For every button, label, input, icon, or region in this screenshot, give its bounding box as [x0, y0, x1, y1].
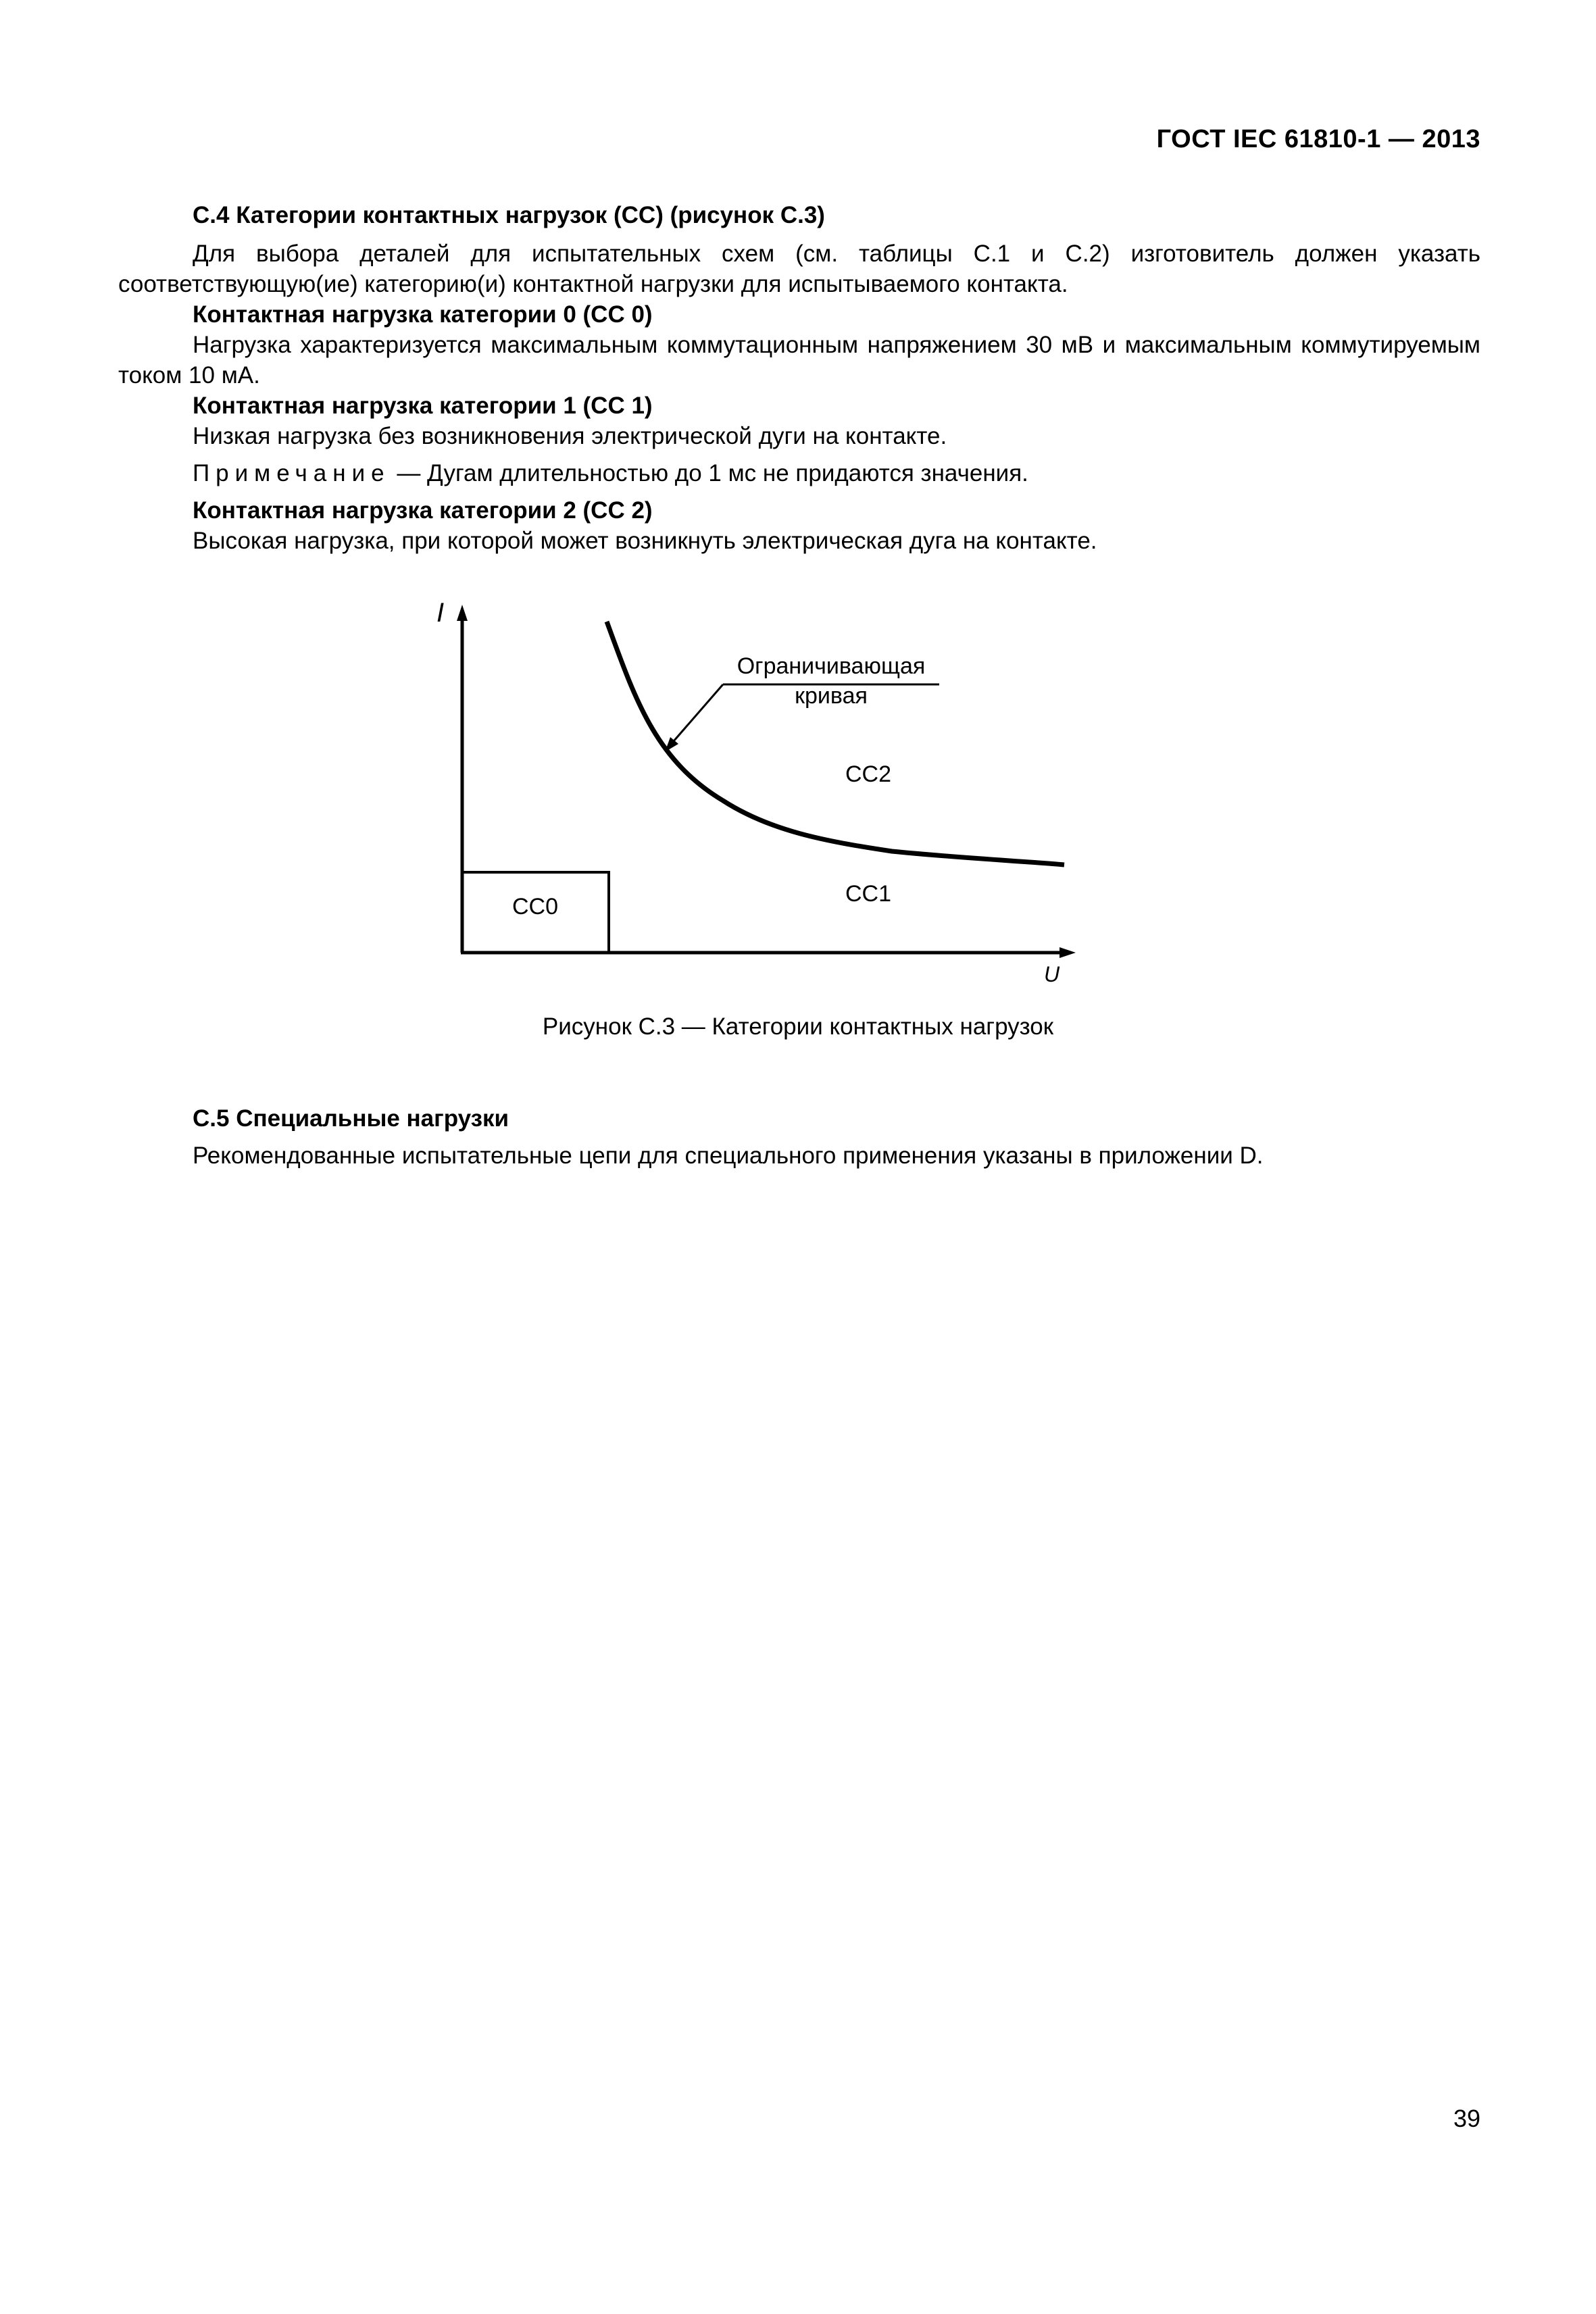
cc2-heading: Контактная нагрузка категории 2 (СС 2)	[193, 497, 653, 524]
note-label: Примечание	[193, 460, 391, 486]
cc1-heading: Контактная нагрузка категории 1 (СС 1)	[193, 393, 653, 419]
cc0-region-label: СС0	[512, 894, 559, 920]
cc1-region-label: СС1	[845, 881, 892, 907]
section-c5	[118, 1103, 1480, 1171]
figure-c3-diagram	[419, 598, 1095, 990]
cc2-text: Высокая нагрузка, при которой может возникнуть электрическая дуга на контакте.	[193, 528, 1097, 554]
x-axis-arrow	[1059, 947, 1076, 958]
page-number: 39	[1453, 2105, 1480, 2132]
y-axis-arrow	[457, 605, 468, 621]
figure-c3	[419, 598, 1095, 990]
section-c4-heading: C.4 Категории контактных нагрузок (СС) (рисунок С.3)	[193, 202, 825, 228]
x-axis-label: U	[1044, 962, 1060, 986]
cc1-text: Низкая нагрузка без возникновения электрической дуги на контакте.	[193, 423, 947, 449]
note-text: — Дугам длительностью до 1 мс не придаются значения.	[390, 460, 1028, 486]
curve-label-line2: кривая	[795, 683, 868, 709]
y-axis-label: I	[437, 598, 445, 628]
cc0-heading: Контактная нагрузка категории 0 (СС 0)	[193, 301, 653, 328]
cc2-region-label: СС2	[845, 761, 892, 787]
section-c4-intro: Для выбора деталей для испытательных схем (см. таблицы С.1 и С.2) изготовитель должен указать соответствующую(ие) категорию(и) контактной нагрузки для испытываемого контакта.	[118, 241, 1480, 297]
note	[118, 458, 1480, 488]
curve-pointer-line	[669, 684, 723, 747]
section-c4	[118, 200, 1480, 556]
document-id: ГОСТ IEC 61810-1 — 2013	[1156, 125, 1480, 153]
figure-caption: Рисунок С.3 — Категории контактных нагрузок	[542, 1013, 1054, 1040]
curve-label-line1: Ограничивающая	[737, 653, 926, 679]
cc0-text: Нагрузка характеризуется максимальным коммутационным напряжением 30 мВ и максимальным коммутируемым током 10 мА.	[118, 332, 1480, 388]
section-c5-text: Рекомендованные испытательные цепи для специального применения указаны в приложении D.	[193, 1142, 1264, 1169]
section-c5-heading: C.5 Специальные нагрузки	[193, 1105, 509, 1132]
